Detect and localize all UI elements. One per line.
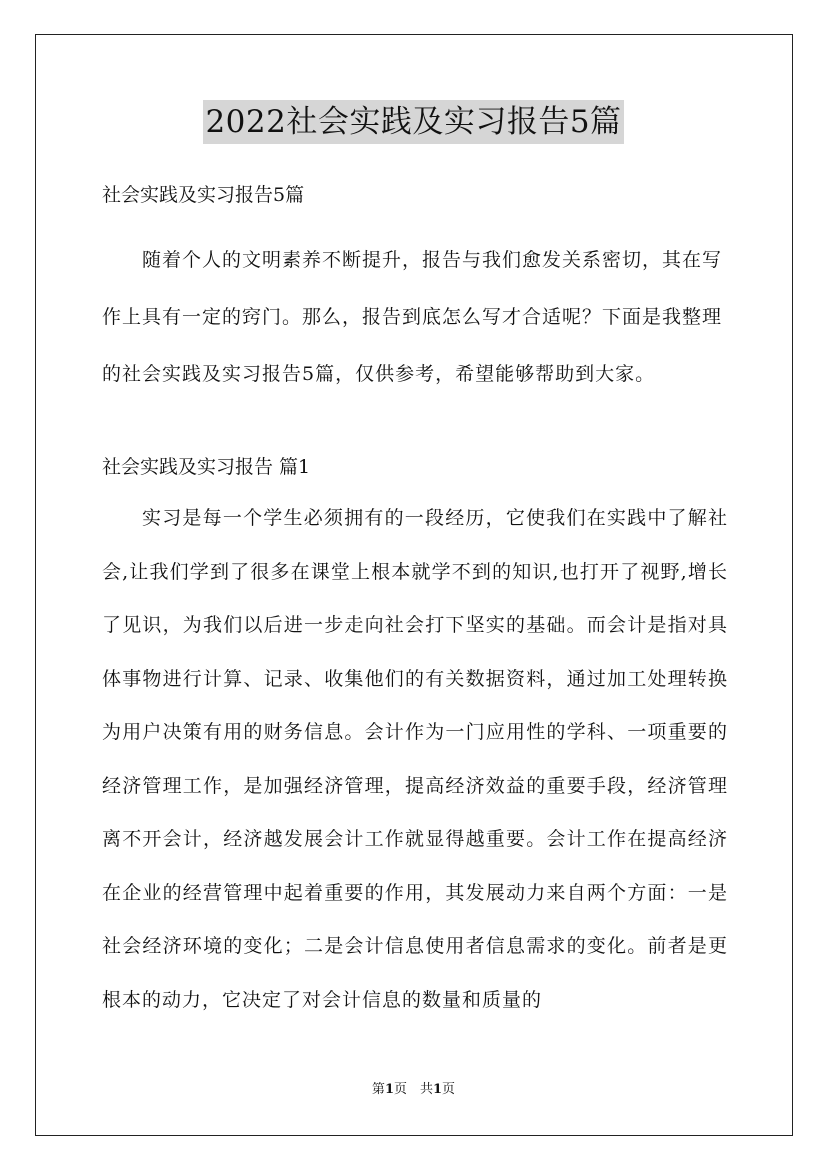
document-title: 2022社会实践及实习报告5篇 [203,100,623,144]
section-1-title: 社会实践及实习报告 篇1 [102,456,311,478]
footer-page-mid: 页 共 [393,1082,433,1097]
footer-page-suffix: 页 [442,1082,456,1097]
intro-paragraph: 随着个人的文明素养不断提升，报告与我们愈发关系密切，其在写作上具有一定的窍门。那么，报告到底怎么写才合适呢？下面是我整理的社会实践及实习报告5篇，仅供参考，希望能够帮助到大家。 [102,249,723,385]
document-subtitle: 社会实践及实习报告5篇 [102,184,305,206]
page-footer [0,1080,827,1100]
footer-page-prefix: 第 [371,1082,385,1097]
footer-page-total: 1 [433,1082,443,1097]
title-container [0,100,827,144]
footer-page-current: 1 [384,1082,394,1097]
section-1-body: 实习是每一个学生必须拥有的一段经历，它使我们在实践中了解社会,让我们学到了很多在课堂上根本就学不到的知识,也打开了视野,增长了见识，为我们以后进一步走向社会打下坚实的基础。而会计是指对具体事物进行计算、记录、收集他们的有关数据资料，通过加工处理转换为用户决策有用的财务信息。会计作为一门应用性的学科、一项重要的经济管理工作，是加强经济管理，提高经济效益的重要手段，经济管理离不开会计，经济越发展会计工作就显得越重要。会计工作在提高经济在企业的经营管理中起着重要的作用，其发展动力来自两个方面：一是社会经济环境的变化；二是会计信息使用者信息需求的变化。前者是更根本的动力，它决定了对会计信息的数量和质量的 [102,507,728,1011]
